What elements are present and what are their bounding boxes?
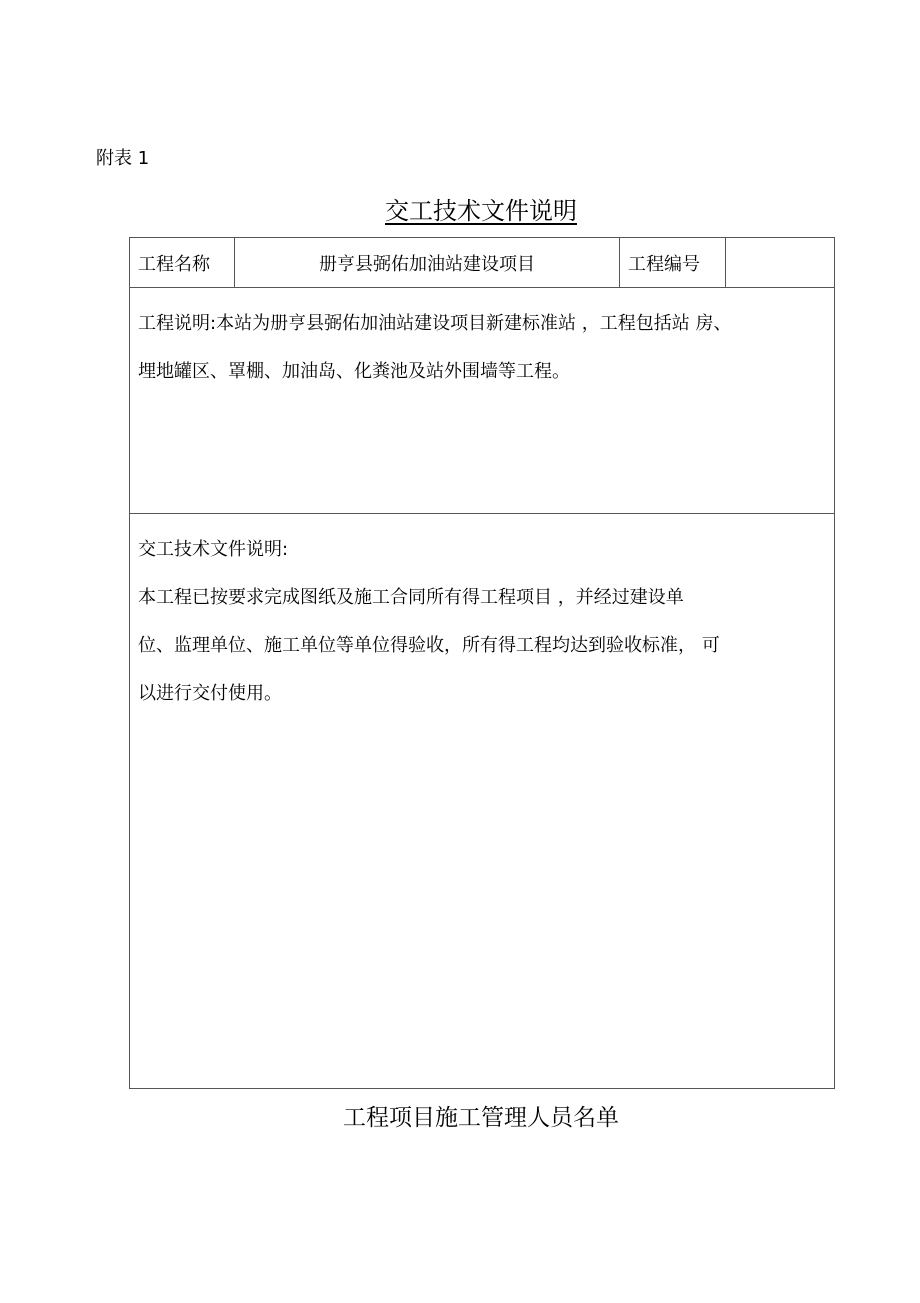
appendix-label: 附表 1 xyxy=(96,148,150,169)
technical-docs-line: 位、监理单位、施工单位等单位得验收，所有得工程均达到验收标准， 可 xyxy=(138,635,720,656)
project-description-cell xyxy=(130,288,835,514)
project-name-label: 工程名称 xyxy=(130,238,235,288)
staff-roster-title: 工程项目施工管理人员名单 xyxy=(343,1105,619,1131)
document-title: 交工技术文件说明 xyxy=(385,197,577,225)
project-number-label: 工程编号 xyxy=(620,238,726,288)
technical-docs-cell xyxy=(130,514,835,1089)
project-description-line: 工程说明:本站为册亨县弼佑加油站建设项目新建标准站 ，工程包括站 房、 xyxy=(138,313,732,334)
handover-form-table xyxy=(129,237,835,1089)
project-number-value xyxy=(726,238,835,288)
technical-docs-line: 以进行交付使用。 xyxy=(138,683,282,704)
technical-docs-line: 本工程已按要求完成图纸及施工合同所有得工程项目 ，并经过建设单 xyxy=(138,587,684,608)
technical-docs-row xyxy=(130,514,835,1089)
technical-docs-heading: 交工技术文件说明: xyxy=(138,539,289,560)
project-name-value: 册亨县弼佑加油站建设项目 xyxy=(235,238,620,288)
project-info-row xyxy=(130,238,835,288)
project-description-line: 埋地罐区、罩棚、加油岛、化粪池及站外围墙等工程。 xyxy=(138,361,570,382)
project-description-row xyxy=(130,288,835,514)
